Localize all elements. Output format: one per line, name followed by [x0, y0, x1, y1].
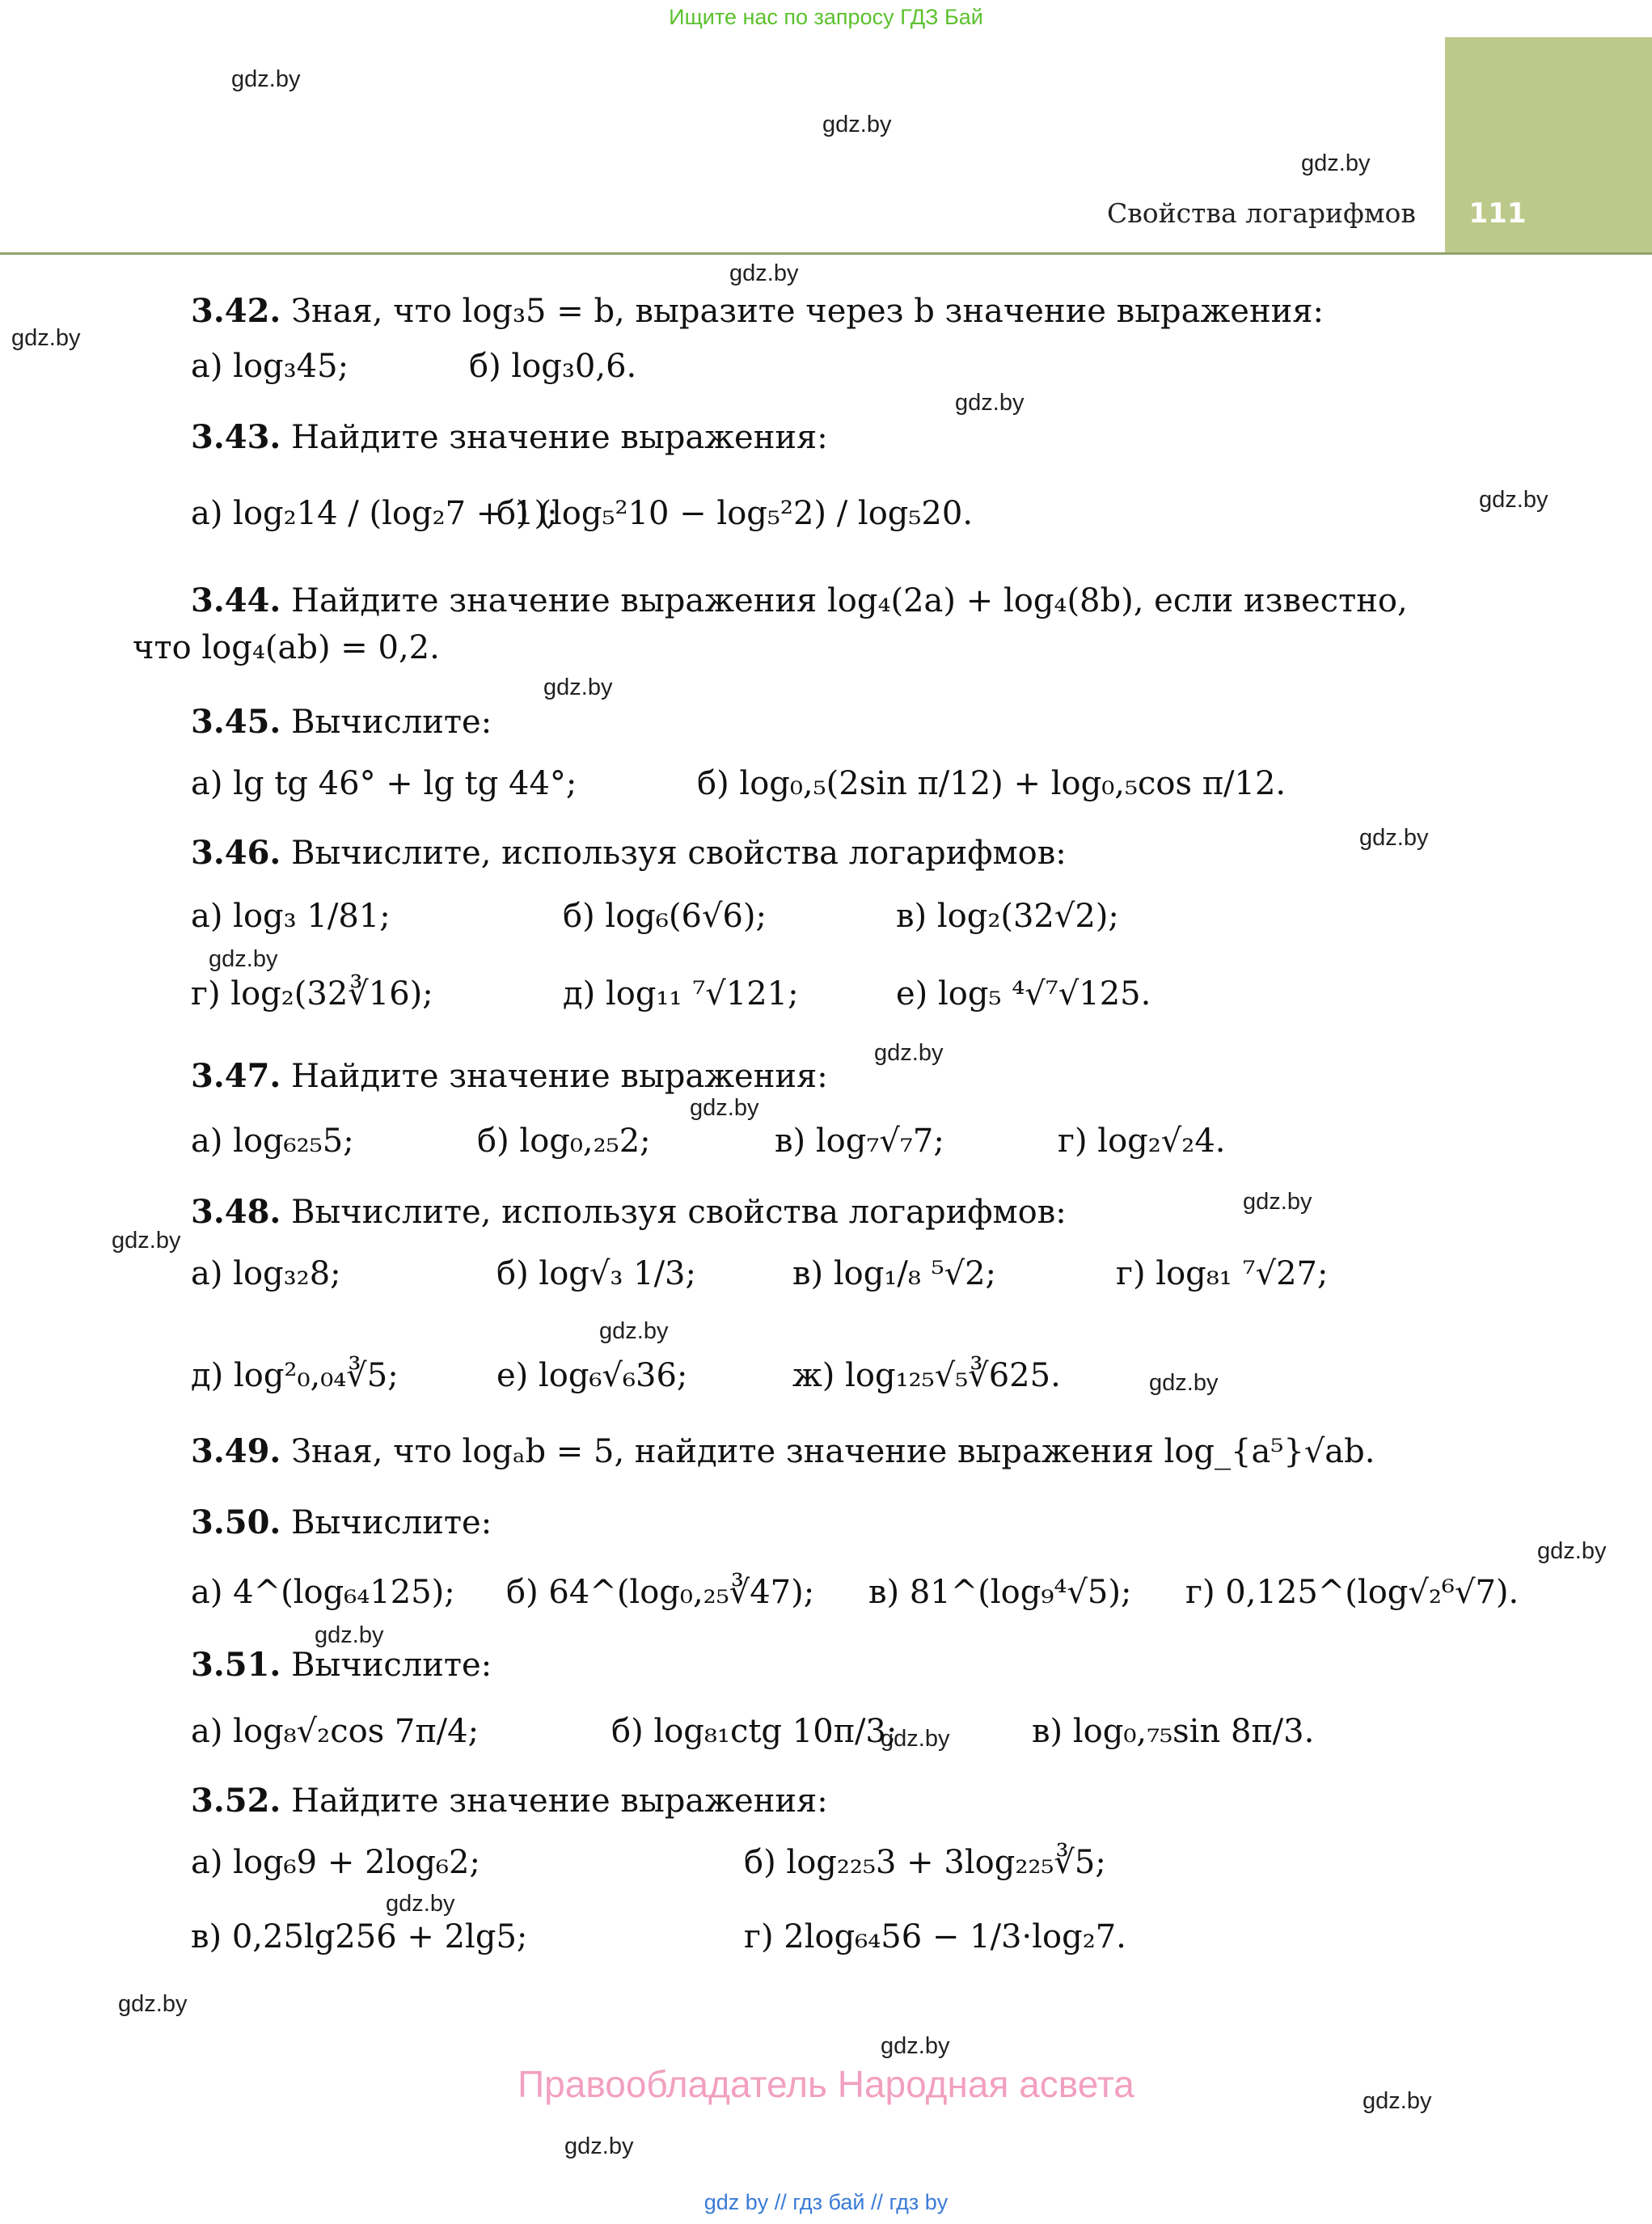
item-c: в) log₂(32√2); — [896, 898, 1119, 935]
exercise-3-46-items-2 — [191, 975, 1485, 1040]
item-a: а) log₃₂8; — [191, 1255, 341, 1292]
watermark: gdz.by — [881, 2033, 950, 2059]
page-number: 111 — [1468, 197, 1527, 230]
item-a: а) log₂14 / (log₂7 + 1); — [191, 495, 558, 532]
exercise-number: 3.42. — [191, 292, 281, 330]
exercise-number: 3.44. — [191, 581, 281, 619]
item-a: а) log₈√₂cos 7π/4; — [191, 1713, 480, 1750]
exercise-text: Вычислите, используя свойства логарифмов: — [291, 835, 1067, 872]
exercise-3-43 — [191, 417, 828, 458]
exercise-3-47-items — [191, 1123, 1485, 1187]
watermark: gdz.by — [386, 1891, 455, 1917]
exercise-3-42 — [191, 291, 1324, 332]
exercise-number: 3.47. — [191, 1057, 281, 1095]
exercise-3-43-items — [191, 495, 1485, 560]
item-b: б) log√₃ 1/3; — [496, 1255, 696, 1292]
exercise-3-51-items — [191, 1713, 1485, 1778]
exercise-number: 3.43. — [191, 418, 281, 456]
exercise-text: Найдите значение выражения: — [291, 1782, 828, 1820]
exercise-3-51 — [191, 1645, 492, 1685]
exercise-text: Найдите значение выражения log₄(2a) + log₄(8b), если известно, — [291, 582, 1408, 619]
exercise-3-45-items — [191, 765, 1485, 830]
item-c: в) 0,25lg256 + 2lg5; — [191, 1918, 528, 1956]
exercise-3-52-items-2 — [191, 1918, 1485, 1983]
watermark: gdz.by — [955, 390, 1025, 416]
item-b: б) (log₅²10 − log₅²2) / log₅20. — [496, 495, 974, 532]
watermark: gdz.by — [1301, 150, 1371, 176]
exercise-3-48 — [191, 1192, 1067, 1233]
item-a: а) log₃45; — [191, 348, 349, 385]
exercise-text-cont: что log₄(ab) = 0,2. — [133, 629, 440, 666]
watermark: gdz.by — [209, 946, 278, 972]
exercise-3-50 — [191, 1503, 492, 1543]
exercise-text: Вычислите: — [291, 1504, 492, 1541]
exercise-number: 3.50. — [191, 1503, 281, 1541]
item-a: а) log₆₂₅5; — [191, 1123, 354, 1160]
item-d: г) log₂(32∛16); — [191, 975, 433, 1013]
watermark: gdz.by — [112, 1228, 181, 1254]
item-b: б) 64^(log₀,₂₅∛47); — [506, 1574, 815, 1611]
item-c: в) log₀,₇₅sin 8π/3. — [1032, 1713, 1315, 1750]
exercise-text: Найдите значение выражения: — [291, 1058, 828, 1095]
top-banner: Ищите нас по запросу ГДЗ Бай — [669, 5, 983, 29]
watermark: gdz.by — [599, 1318, 669, 1344]
watermark: gdz.by — [1363, 2088, 1432, 2114]
exercise-3-46-items-1 — [191, 898, 1485, 962]
exercise-3-52-items-1 — [191, 1844, 1485, 1909]
item-b: б) log₆(6√6); — [563, 898, 767, 935]
item-f: е) log₅ ⁴√⁷√125. — [896, 975, 1151, 1013]
item-e: д) log²₀,₀₄∛5; — [191, 1357, 399, 1394]
exercise-3-48-items-2 — [191, 1357, 1485, 1422]
exercise-3-42-items — [191, 348, 1485, 412]
watermark: gdz.by — [874, 1040, 944, 1066]
exercise-text: Вычислите, используя свойства логарифмов: — [291, 1194, 1067, 1231]
exercise-text: Зная, что log₃5 = b, выразите через b значение выражения: — [291, 293, 1324, 330]
item-b: б) log₀,₂₅2; — [477, 1123, 651, 1160]
item-a: а) log₆9 + 2log₆2; — [191, 1844, 480, 1881]
copyright-notice: Правообладатель Народная асвета — [518, 2063, 1134, 2105]
exercise-3-50-items — [191, 1574, 1519, 1638]
watermark: gdz.by — [1479, 487, 1548, 513]
item-a: а) lg tg 46° + lg tg 44°; — [191, 765, 577, 802]
exercise-3-48-items-1 — [191, 1255, 1485, 1320]
running-head: Свойства логарифмов — [1106, 197, 1416, 229]
item-b: б) log₈₁ctg 10π/3; — [611, 1713, 898, 1750]
exercise-3-46 — [191, 833, 1067, 873]
watermark: gdz.by — [1243, 1189, 1312, 1215]
item-c: в) 81^(log₉⁴√5); — [868, 1574, 1132, 1611]
exercise-3-49 — [191, 1431, 1375, 1472]
exercise-number: 3.46. — [191, 834, 281, 872]
item-d: г) log₈₁ ⁷√27; — [1116, 1255, 1329, 1292]
item-g: ж) log₁₂₅√₅∛625. — [792, 1357, 1061, 1394]
watermark: gdz.by — [231, 66, 301, 92]
footer-links[interactable]: gdz by // гдз бай // гдз by — [703, 2190, 949, 2214]
item-a: а) log₃ 1/81; — [191, 898, 391, 935]
item-b: б) log₀,₅(2sin π/12) + log₀,₅cos π/12. — [697, 765, 1287, 802]
item-d: г) 0,125^(log√₂⁶√7). — [1185, 1574, 1519, 1611]
exercise-3-47 — [191, 1056, 828, 1097]
exercise-number: 3.45. — [191, 703, 281, 741]
header-rule — [0, 252, 1652, 255]
watermark: gdz.by — [881, 1726, 950, 1752]
watermark: gdz.by — [1149, 1370, 1219, 1396]
watermark: gdz.by — [822, 112, 892, 137]
item-d: г) 2log₆₄56 − 1/3·log₂7. — [744, 1918, 1126, 1956]
item-e: д) log₁₁ ⁷√121; — [563, 975, 799, 1013]
exercise-text: Вычислите: — [291, 1647, 492, 1684]
watermark: gdz.by — [729, 260, 799, 286]
item-b: б) log₃0,6. — [469, 348, 637, 385]
exercise-3-52 — [191, 1781, 828, 1821]
item-c: в) log₇√₇7; — [775, 1123, 944, 1160]
exercise-3-44 — [191, 581, 1408, 621]
exercise-3-45 — [191, 702, 492, 742]
item-a: а) 4^(log₆₄125); — [191, 1574, 455, 1611]
exercise-text: Найдите значение выражения: — [291, 419, 828, 456]
exercise-number: 3.49. — [191, 1432, 281, 1470]
watermark: gdz.by — [1537, 1538, 1607, 1564]
exercise-number: 3.52. — [191, 1782, 281, 1820]
watermark: gdz.by — [315, 1622, 384, 1648]
item-f: е) log₆√₆36; — [496, 1357, 688, 1394]
watermark: gdz.by — [1359, 825, 1429, 851]
watermark: gdz.by — [11, 325, 81, 351]
watermark: gdz.by — [118, 1991, 188, 2017]
item-b: б) log₂₂₅3 + 3log₂₂₅∛5; — [744, 1844, 1106, 1881]
exercise-text: Зная, что logₐb = 5, найдите значение выражения log_{a⁵}√ab. — [291, 1433, 1375, 1470]
exercise-3-44-cont — [133, 628, 440, 668]
watermark: gdz.by — [690, 1095, 759, 1121]
item-c: в) log₁/₈ ⁵√2; — [792, 1255, 997, 1292]
watermark: gdz.by — [543, 674, 613, 700]
item-d: г) log₂√₂4. — [1058, 1123, 1226, 1160]
exercise-number: 3.51. — [191, 1646, 281, 1684]
watermark: gdz.by — [564, 2133, 634, 2159]
exercise-text: Вычислите: — [291, 704, 492, 741]
exercise-number: 3.48. — [191, 1193, 281, 1231]
